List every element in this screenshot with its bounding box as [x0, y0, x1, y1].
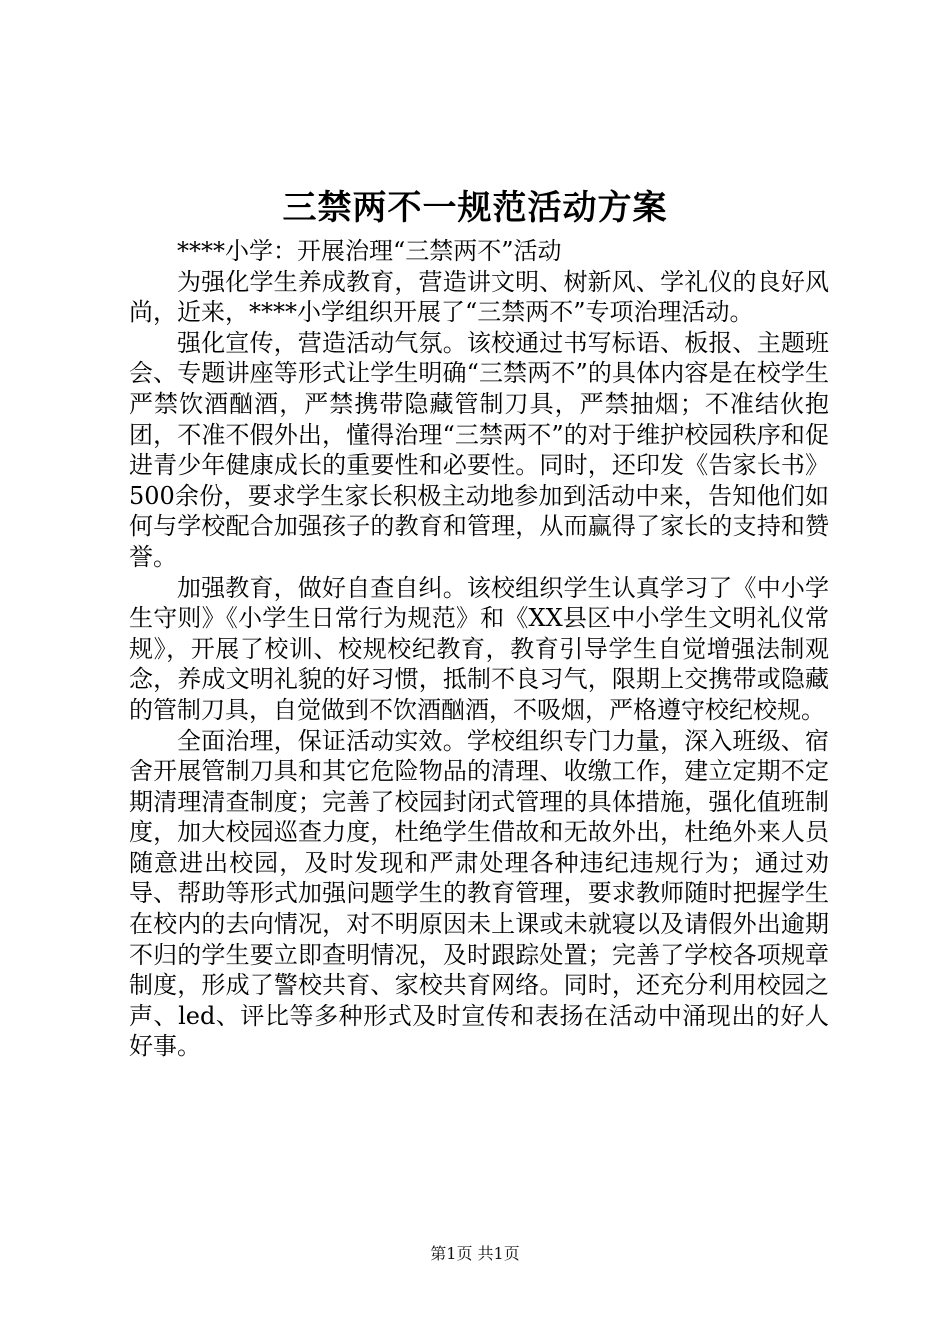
document-body [129, 236, 829, 1062]
document-title: 三禁两不一规范活动方案 [282, 188, 668, 228]
page-footer: 第1页 共1页 [430, 1244, 520, 1263]
paragraph-governance: 全面治理，保证活动实效。学校组织专门力量，深入班级、宿舍开展管制刀具和其它危险物品的清理、收缴工作，建立定期不定期清理清查制度；完善了校园封闭式管理的具体措施，强化值班制度，加大校园巡查力度，杜绝学生借故和无故外出，杜绝外来人员随意进出校园，及时发现和严肃处理各种违纪违规行为；通过劝导、帮助等形式加强问题学生的教育管理，要求教师随时把握学生在校内的去向情况，对不明原因未上课或未就寝以及请假外出逾期不归的学生要立即查明情况，及时跟踪处置；完善了学校各项规章制度，形成了警校共育、家校共育网络。同时，还充分利用校园之声、led、评比等多种形式及时宣传和表扬在活动中涌现出的好人好事。 [129, 726, 829, 1061]
paragraph-publicity: 强化宣传，营造活动气氛。该校通过书写标语、板报、主题班会、专题讲座等形式让学生明确“三禁两不”的具体内容是在校学生严禁饮酒酗酒，严禁携带隐藏管制刀具，严禁抽烟；不准结伙抱团，不准不假外出，懂得治理“三禁两不”的对于维护校园秩序和促进青少年健康成长的重要性和必要性。同时，还印发《告家长书》500余份，要求学生家长积极主动地参加到活动中来，告知他们如何与学校配合加强孩子的教育和管理，从而赢得了家长的支持和赞誉。 [129, 328, 829, 571]
paragraph-education: 加强教育，做好自查自纠。该校组织学生认真学习了《中小学生守则》《小学生日常行为规范》和《XX县区中小学生文明礼仪常规》，开展了校训、校规校纪教育，教育引导学生自觉增强法制观念，养成文明礼貌的好习惯，抵制不良习气，限期上交携带或隐藏的管制刀具，自觉做到不饮酒酗酒，不吸烟，严格遵守校纪校规。 [129, 573, 829, 724]
paragraph-intro: 为强化学生养成教育，营造讲文明、树新风、学礼仪的良好风尚，近来，****小学组织开展了“三禁两不”专项治理活动。 [129, 267, 829, 327]
paragraph-subtitle: ****小学：开展治理“三禁两不”活动 [177, 237, 562, 265]
